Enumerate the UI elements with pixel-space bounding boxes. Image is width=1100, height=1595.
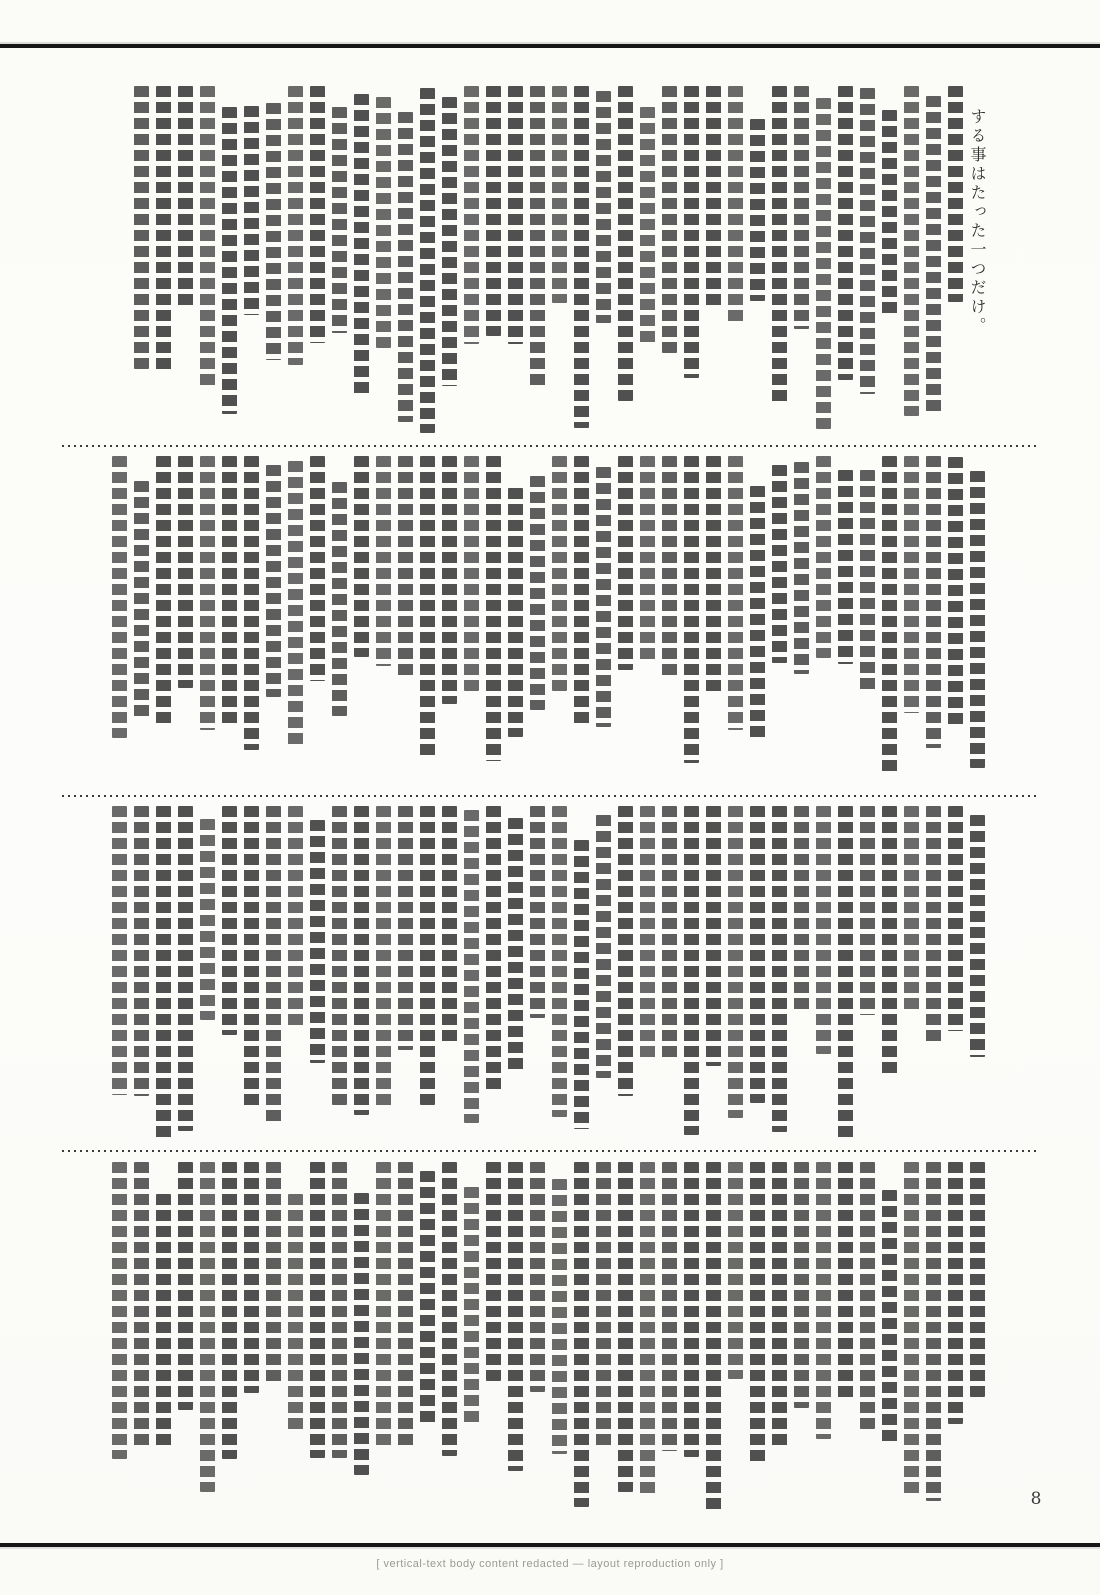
redacted-text-column xyxy=(310,820,325,1063)
redacted-text-column xyxy=(794,806,809,1010)
redaction-notice: [ vertical-text body content redacted — layout reproduction only ] xyxy=(376,1558,724,1570)
redacted-text-column xyxy=(706,86,721,309)
redacted-text-column xyxy=(838,806,853,1139)
redacted-text-column xyxy=(926,806,941,1044)
redacted-text-column xyxy=(618,456,633,670)
redacted-text-column xyxy=(574,86,589,428)
redacted-text-column xyxy=(398,112,413,422)
redacted-text-column xyxy=(442,806,457,1046)
redacted-text-column xyxy=(266,1162,281,1383)
redacted-text-column xyxy=(750,1162,765,1462)
redacted-text-column xyxy=(684,456,699,763)
opening-line: する事はたった一つだけ。 xyxy=(968,108,987,336)
redacted-text-column xyxy=(926,456,941,748)
redacted-text-column xyxy=(574,456,589,727)
redacted-text-column xyxy=(552,1179,567,1454)
redacted-text-column xyxy=(970,1162,985,1397)
redacted-text-column xyxy=(442,456,457,704)
redacted-text-column xyxy=(618,806,633,1096)
redacted-text-column xyxy=(596,467,611,727)
redacted-text-column xyxy=(288,806,303,1026)
redacted-text-column xyxy=(156,1194,171,1449)
redacted-text-column xyxy=(420,456,435,759)
redacted-text-column xyxy=(794,86,809,329)
redacted-text-column xyxy=(486,86,501,336)
redacted-text-column xyxy=(882,1190,897,1442)
redacted-text-column xyxy=(354,456,369,657)
redacted-text-column xyxy=(684,806,699,1135)
redacted-text-column xyxy=(706,456,721,693)
redacted-text-column xyxy=(200,1162,215,1492)
redacted-text-column xyxy=(398,806,413,1050)
redacted-text-column xyxy=(882,456,897,775)
redacted-text-column xyxy=(948,806,963,1031)
redacted-text-column xyxy=(508,1162,523,1471)
redacted-text-column xyxy=(948,86,963,302)
redacted-text-column xyxy=(420,88,435,433)
redacted-text-column xyxy=(508,86,523,344)
text-band-2 xyxy=(85,456,985,790)
redacted-text-column xyxy=(332,806,347,1105)
redacted-text-column xyxy=(376,456,391,666)
redacted-text-column xyxy=(860,88,875,394)
redacted-text-column xyxy=(706,1162,721,1511)
redacted-text-column xyxy=(618,86,633,401)
redacted-text-column xyxy=(640,1162,655,1495)
redacted-text-column xyxy=(750,806,765,1103)
redacted-text-column xyxy=(552,806,567,1117)
redacted-text-column xyxy=(508,488,523,737)
redacted-text-column xyxy=(354,94,369,396)
page-number: 8 xyxy=(1030,1489,1042,1509)
redacted-text-column xyxy=(662,86,677,353)
redacted-text-column xyxy=(970,815,985,1057)
redacted-text-column xyxy=(596,815,611,1078)
redacted-text-column xyxy=(464,810,479,1123)
redacted-text-column xyxy=(222,806,237,1035)
redacted-text-column xyxy=(530,806,545,1018)
redacted-text-column xyxy=(354,806,369,1115)
redacted-text-column xyxy=(618,1162,633,1492)
redacted-text-column xyxy=(530,86,545,388)
redacted-text-column xyxy=(486,456,501,761)
redacted-text-column xyxy=(794,1162,809,1408)
redacted-text-column xyxy=(552,86,567,303)
bottom-border-rule xyxy=(0,1543,1100,1547)
redacted-text-column xyxy=(970,471,985,768)
redacted-text-column xyxy=(838,470,853,664)
redacted-text-column xyxy=(332,107,347,333)
redacted-text-column xyxy=(332,482,347,716)
redacted-text-column xyxy=(948,1162,963,1424)
redacted-text-column xyxy=(156,86,171,371)
redacted-text-column xyxy=(860,806,875,1015)
redacted-text-column xyxy=(244,806,259,1106)
redacted-text-column xyxy=(728,806,743,1118)
redacted-text-column xyxy=(244,106,259,315)
dotted-separator-2 xyxy=(62,794,1038,797)
dotted-separator-1 xyxy=(62,444,1038,447)
redacted-text-column xyxy=(750,486,765,739)
redacted-text-column xyxy=(530,476,545,710)
redacted-text-column xyxy=(178,86,193,309)
redacted-text-column xyxy=(706,806,721,1066)
redacted-text-column xyxy=(156,806,171,1139)
redacted-text-column xyxy=(728,86,743,323)
redacted-text-column xyxy=(178,456,193,688)
redacted-text-column xyxy=(464,86,479,344)
redacted-text-column xyxy=(156,456,171,728)
redacted-text-column xyxy=(332,1162,347,1458)
redacted-text-column xyxy=(838,1162,853,1401)
redacted-text-column xyxy=(772,806,787,1132)
redacted-text-column xyxy=(596,1162,611,1447)
redacted-text-column xyxy=(640,456,655,661)
redacted-text-column xyxy=(882,806,897,1076)
redacted-text-column xyxy=(200,86,215,389)
redacted-text-column xyxy=(398,1162,413,1450)
redacted-text-column xyxy=(222,107,237,414)
redacted-text-column xyxy=(904,456,919,713)
redacted-text-column xyxy=(310,86,325,343)
redacted-text-column xyxy=(530,1162,545,1392)
redacted-text-column xyxy=(310,456,325,681)
redacted-text-column xyxy=(420,1171,435,1425)
redacted-text-column xyxy=(904,86,919,416)
redacted-text-column xyxy=(178,1162,193,1410)
redacted-text-column xyxy=(112,456,127,738)
redacted-text-column xyxy=(640,806,655,1061)
redacted-text-column xyxy=(134,1162,149,1448)
redacted-text-column xyxy=(816,806,831,1054)
redacted-text-column xyxy=(178,806,193,1131)
redacted-text-column xyxy=(288,461,303,746)
text-band-3 xyxy=(85,806,985,1146)
redacted-text-column xyxy=(442,1162,457,1456)
redacted-text-column xyxy=(750,119,765,301)
redacted-text-column xyxy=(222,1162,237,1459)
text-band-4 xyxy=(85,1162,985,1518)
redacted-text-column xyxy=(882,110,897,316)
redacted-text-column xyxy=(200,819,215,1020)
redacted-text-column xyxy=(244,456,259,750)
redacted-text-column xyxy=(266,806,281,1122)
redacted-text-column xyxy=(552,456,567,691)
redacted-text-column xyxy=(266,465,281,697)
redacted-text-column xyxy=(354,1193,369,1475)
redacted-text-column xyxy=(684,1162,699,1457)
redacted-text-column xyxy=(288,86,303,365)
redacted-text-column xyxy=(420,806,435,1105)
dotted-separator-3 xyxy=(62,1149,1038,1152)
redacted-text-column xyxy=(486,1162,501,1381)
redacted-text-column xyxy=(486,806,501,1092)
redacted-text-column xyxy=(376,1162,391,1450)
redacted-text-column xyxy=(398,456,413,678)
redacted-text-column xyxy=(662,806,677,1059)
redacted-text-column xyxy=(926,96,941,414)
redacted-text-column xyxy=(244,1162,259,1393)
redacted-text-column xyxy=(376,97,391,348)
redacted-text-column xyxy=(860,1162,875,1429)
redacted-text-column xyxy=(816,1162,831,1439)
redacted-text-column xyxy=(222,456,237,727)
redacted-text-column xyxy=(134,481,149,718)
redacted-text-column xyxy=(310,1162,325,1458)
redacted-text-column xyxy=(376,806,391,1107)
redacted-text-column xyxy=(794,462,809,674)
top-border-rule xyxy=(0,44,1100,48)
redacted-text-column xyxy=(728,1162,743,1379)
redacted-text-column xyxy=(266,103,281,360)
redacted-text-column xyxy=(134,806,149,1096)
redacted-text-column xyxy=(464,456,479,691)
redacted-text-column xyxy=(442,97,457,386)
redacted-text-column xyxy=(772,1162,787,1447)
redacted-text-column xyxy=(112,806,127,1095)
redacted-text-column xyxy=(860,470,875,690)
redacted-text-column xyxy=(662,1162,677,1451)
redacted-text-column xyxy=(508,818,523,1073)
redacted-text-column xyxy=(728,456,743,730)
redacted-text-column xyxy=(684,86,699,378)
redacted-text-column xyxy=(838,86,853,380)
redacted-text-column xyxy=(134,86,149,369)
redacted-text-column xyxy=(574,840,589,1129)
redacted-text-column xyxy=(926,1162,941,1501)
redacted-text-column xyxy=(904,806,919,1013)
redacted-text-column xyxy=(948,457,963,726)
redacted-text-column xyxy=(574,1162,589,1507)
redacted-text-column xyxy=(816,456,831,658)
redacted-text-column xyxy=(112,1162,127,1459)
redacted-text-column xyxy=(772,465,787,663)
redacted-text-column xyxy=(772,86,787,402)
redacted-text-column xyxy=(662,456,677,678)
redacted-text-column xyxy=(904,1162,919,1496)
redacted-text-column xyxy=(640,107,655,344)
redacted-text-column xyxy=(596,91,611,323)
text-band-1 xyxy=(85,86,985,440)
redacted-text-column xyxy=(816,98,831,429)
redacted-text-column xyxy=(288,1194,303,1430)
redacted-text-column xyxy=(464,1187,479,1423)
redacted-text-column xyxy=(200,456,215,730)
